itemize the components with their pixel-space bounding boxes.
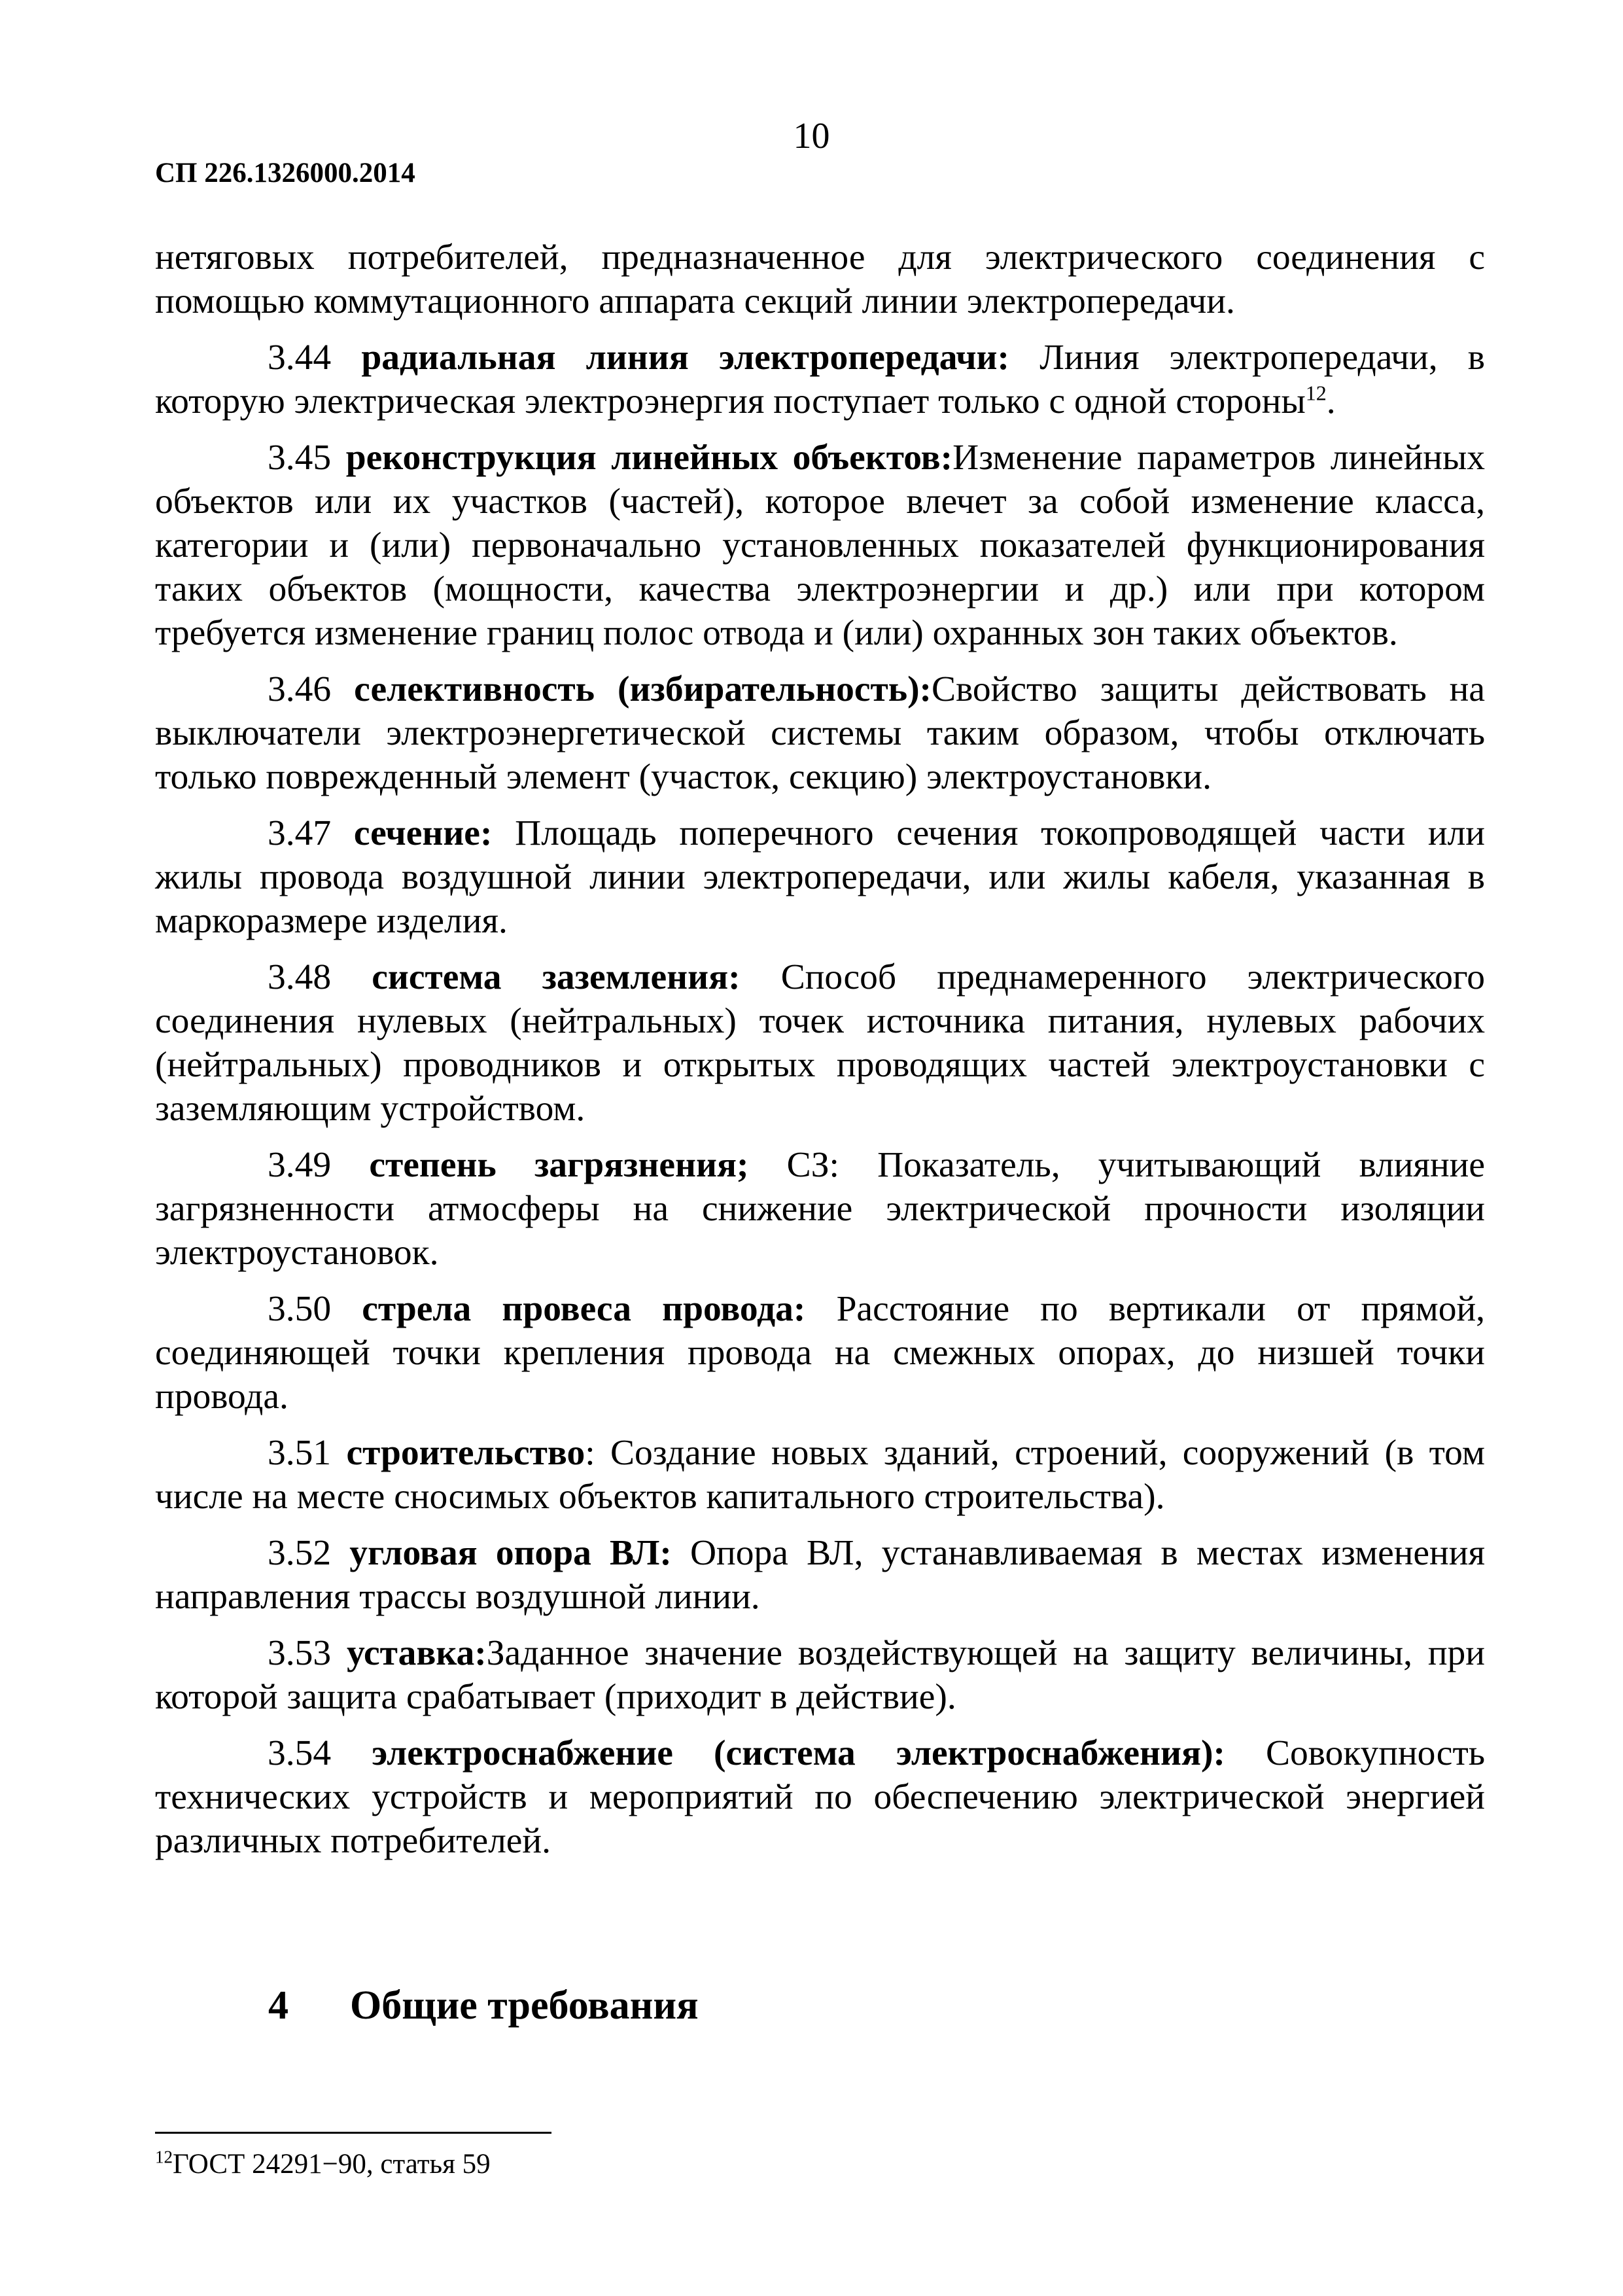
definition-tail: . xyxy=(1326,381,1336,421)
definition-term: угловая опора ВЛ: xyxy=(349,1533,672,1573)
definition-number: 3.44 xyxy=(268,338,332,378)
definition-3-49 xyxy=(155,1143,1485,1275)
section-heading xyxy=(268,1983,699,2028)
definition-number: 3.54 xyxy=(268,1733,332,1773)
section-number: 4 xyxy=(268,1983,288,2028)
definition-term: электроснабжение (система электроснабжения): xyxy=(372,1733,1225,1773)
definition-3-53 xyxy=(155,1631,1485,1719)
definition-number: 3.45 xyxy=(268,438,332,478)
footnote-mark: 12 xyxy=(155,2147,173,2167)
definition-text: Линия электропередачи, в которую электрическая электроэнергия поступает только с одной стороны xyxy=(155,338,1485,421)
definition-3-51 xyxy=(155,1431,1485,1519)
definition-term: стрела провеса провода: xyxy=(362,1289,806,1329)
definition-number: 3.50 xyxy=(268,1289,332,1329)
definition-term: система заземления: xyxy=(372,957,741,997)
definition-text: Опора ВЛ, устанавливаемая в местах изменения направления трассы воздушной линии. xyxy=(155,1533,1485,1617)
definition-term: селективность (избирательность): xyxy=(354,669,932,709)
page-number: 10 xyxy=(793,116,830,156)
definition-number: 3.47 xyxy=(268,813,332,853)
definition-text: Изменение параметров линейных объектов или их участков (частей), которое влечет за собой изменение класса, категории и (или) первоначально установленных показателей функционирования таких объектов (мощности, качества электроэнергии и др.) или при котором требуется изменение границ полос отвода и (или) охранных зон таких объектов. xyxy=(155,438,1486,653)
definition-number: 3.51 xyxy=(268,1433,332,1473)
definition-3-44 xyxy=(155,336,1485,423)
definition-term: реконструкция линейных объектов: xyxy=(345,438,953,478)
section-title: Общие требования xyxy=(350,1983,699,2028)
definition-3-47 xyxy=(155,811,1485,943)
document-code: СП 226.1326000.2014 xyxy=(155,158,415,188)
definition-term: сечение: xyxy=(353,813,493,853)
definition-text: Расстояние по вертикали от прямой, соединяющей точки крепления провода на смежных опорах, до низшей точки провода. xyxy=(155,1289,1486,1417)
definition-term: радиальная линия электропередачи: xyxy=(361,338,1009,378)
document-body xyxy=(155,236,1485,1875)
intro-paragraph: нетяговых потребителей, предназначенное для электрического соединения с помощью коммутационного аппарата секций линии электропередачи. xyxy=(155,238,1485,321)
definition-text: Способ преднамеренного электрического соединения нулевых (нейтральных) точек источника питания, нулевых рабочих (нейтральных) проводников и открытых проводящих частей электроустановки с заземляющим устройством. xyxy=(155,957,1486,1129)
definition-number: 3.46 xyxy=(268,669,332,709)
definition-3-52 xyxy=(155,1531,1485,1619)
footnote-reference: 12 xyxy=(1305,381,1327,405)
definition-number: 3.49 xyxy=(268,1145,332,1185)
definition-text: : Создание новых зданий, строений, сооружений (в том числе на месте сносимых объектов капитального строительства). xyxy=(155,1433,1485,1517)
footnote-text: ГОСТ 24291−90, статья 59 xyxy=(173,2149,491,2180)
definition-text: Свойство защиты действовать на выключатели электроэнергетической системы таким образом, чтобы отключать только поврежденный элемент (участок, секцию) электроустановки. xyxy=(155,669,1486,797)
definition-term: уставка: xyxy=(347,1633,487,1673)
definition-number: 3.52 xyxy=(268,1533,332,1573)
definition-3-50 xyxy=(155,1287,1485,1419)
footnote-divider xyxy=(155,2132,551,2134)
definition-3-54 xyxy=(155,1731,1485,1863)
definition-3-46 xyxy=(155,667,1485,799)
definition-text: СЗ: Показатель, учитывающий влияние загрязненности атмосферы на снижение электрической прочности изоляции электроустановок. xyxy=(155,1145,1485,1273)
definition-text: Площадь поперечного сечения токопроводящей части или жилы провода воздушной линии электропередачи, или жилы кабеля, указанная в маркоразмере изделия. xyxy=(155,813,1485,941)
definition-text: Заданное значение воздействующей на защиту величины, при которой защита срабатывает (приходит в действие). xyxy=(155,1633,1485,1717)
definition-number: 3.53 xyxy=(268,1633,332,1673)
footnote xyxy=(155,2148,491,2181)
definition-term: строительство xyxy=(346,1433,585,1473)
definition-3-48 xyxy=(155,955,1485,1131)
definition-number: 3.48 xyxy=(268,957,332,997)
definition-term: степень загрязнения; xyxy=(369,1145,749,1185)
definition-3-45 xyxy=(155,436,1485,655)
definition-text: Совокупность технических устройств и мероприятий по обеспечению электрической энергией различных потребителей. xyxy=(155,1733,1486,1861)
